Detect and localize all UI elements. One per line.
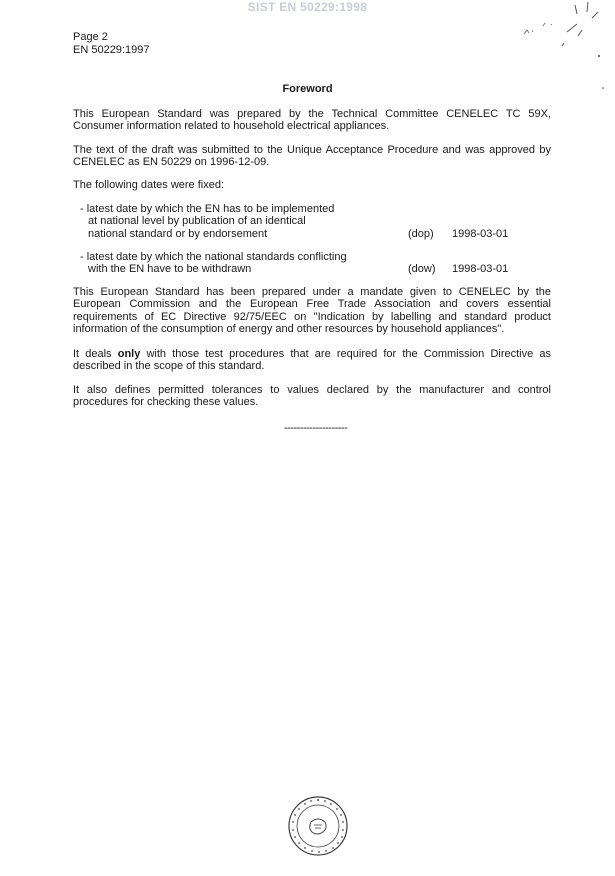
scan-mark <box>594 50 606 100</box>
paragraph-scope: It deals only with those test procedures that are required for the Commission Directive as described in the scope of this standard. <box>73 348 551 373</box>
paragraph-committee: This European Standard was prepared by the Technical Committee CENELEC TC 59X, Consumer information related to household electrical appliances. <box>73 108 551 133</box>
date-item-line: - latest date by which the EN has to be implemented <box>80 203 335 215</box>
date-value-dop: 1998-03-01 <box>452 228 509 240</box>
paragraph-mandate: This European Standard has been prepared under a mandate given to CENELEC by the European Commission and the European Free Trade Association and covers essential requirements of EC Directive 92/75/EEC on "Indication by labelling and standard product information of the consumption of energy and other resources by household appliances". <box>73 286 551 335</box>
section-title: Foreword <box>282 83 333 95</box>
page-header <box>73 31 149 56</box>
emphasis-only: only <box>117 348 141 360</box>
date-item-dop <box>80 203 334 240</box>
date-code-dow: (dow) <box>408 263 436 275</box>
date-item-line: national standard or by endorsement <box>88 227 268 240</box>
date-item-line: at national level by publication of an identical <box>88 215 306 228</box>
page-number: Page 2 <box>73 31 108 43</box>
paragraph-approval: The text of the draft was submitted to the Unique Acceptance Procedure and was approved by CENELEC as EN 50229 on 1996-12-09. <box>73 144 551 169</box>
separator-line: -------------------- <box>284 422 348 434</box>
date-value-dow: 1998-03-01 <box>452 263 509 275</box>
date-item-line: - latest date by which the national standards conflicting <box>80 251 347 263</box>
watermark: SIST EN 50229:1998 <box>247 0 368 14</box>
seal-stamp <box>287 795 349 857</box>
date-item-line: with the EN have to be withdrawn <box>88 263 252 276</box>
document-id: EN 50229:1997 <box>73 43 150 56</box>
paragraph-tolerances: It also defines permitted tolerances to values declared by the manufacturer and control procedures for checking these values. <box>73 384 551 409</box>
date-code-dop: (dop) <box>408 228 434 240</box>
paragraph-dates-intro: The following dates were fixed: <box>73 179 225 191</box>
date-item-dow <box>80 251 347 276</box>
